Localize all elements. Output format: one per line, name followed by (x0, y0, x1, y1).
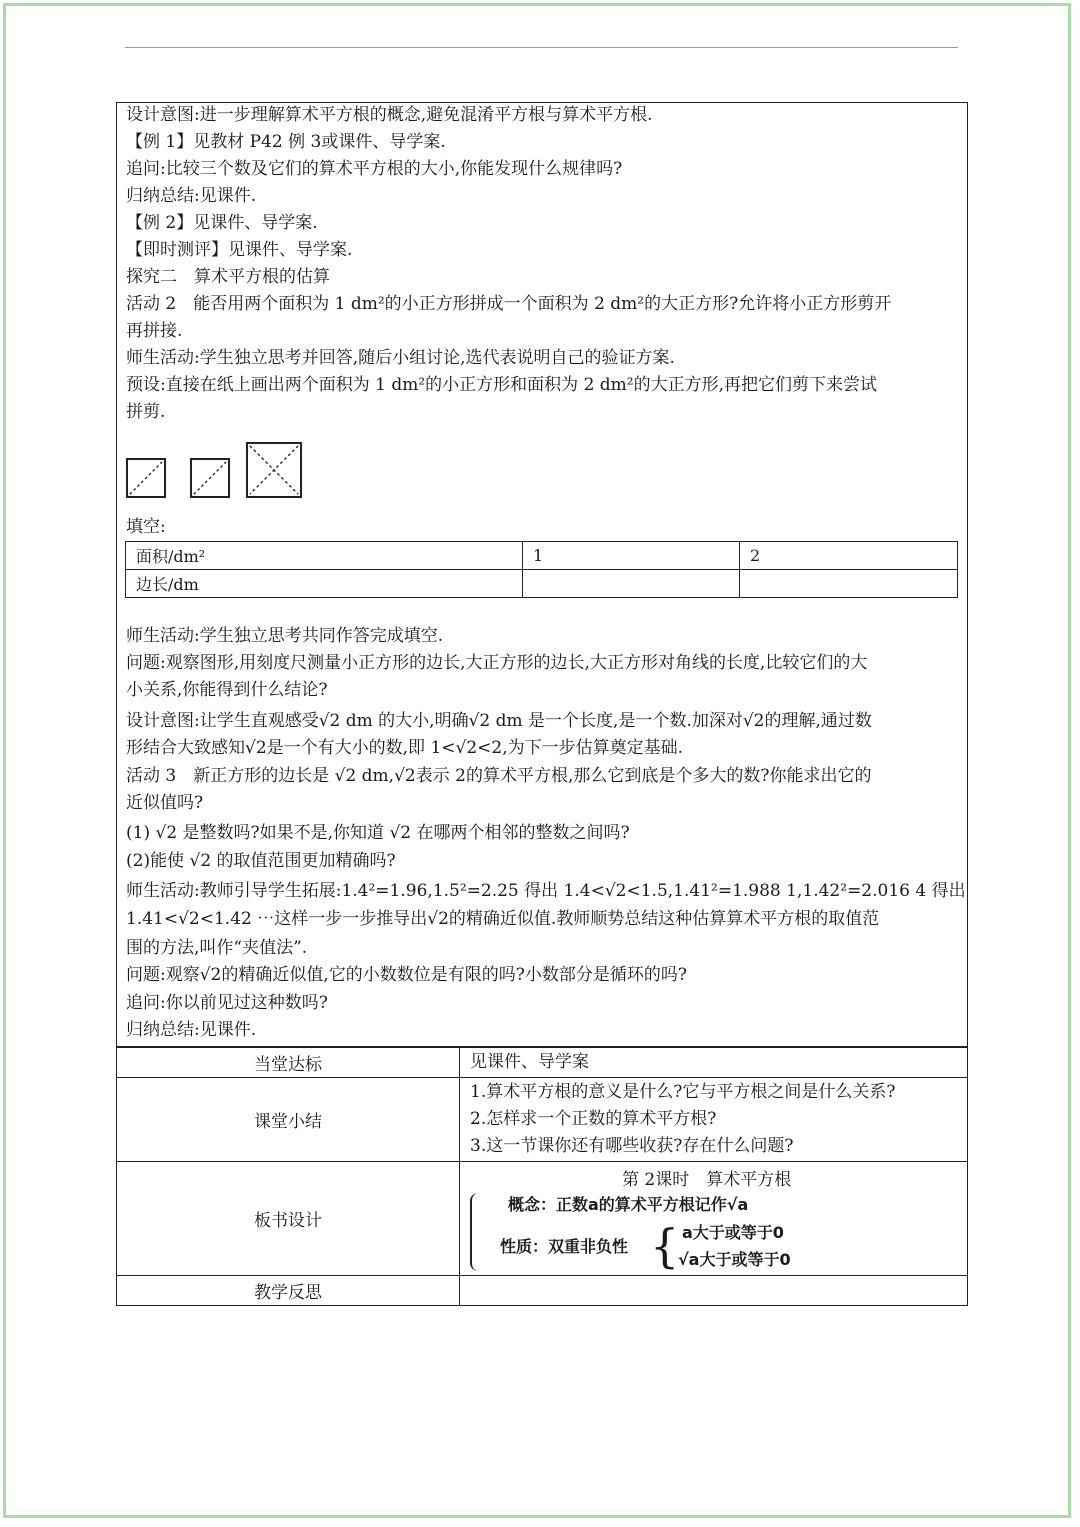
row-label: 当堂达标 (117, 1048, 460, 1078)
text-line: 【例 2】见课件、导学案. (126, 213, 318, 233)
text-line: 近似值吗? (126, 793, 204, 813)
fill-in-label: 填空: (126, 517, 166, 537)
large-square-figure (246, 442, 302, 498)
text-line: 活动 3 新正方形的边长是 √2 dm,√2表示 2的算术平方根,那么它到底是个多大的数?你能求出它的 (126, 766, 872, 786)
header-rule (125, 47, 958, 48)
text-line: 设计意图:让学生直观感受√2 dm 的大小,明确√2 dm 是一个长度,是一个数.加深对√2的理解,通过数 (126, 711, 872, 731)
row-content: 见课件、导学案 (460, 1048, 968, 1078)
board-design (460, 1162, 968, 1276)
side-cell (523, 570, 740, 598)
text-line: 师生活动:学生独立思考并回答,随后小组讨论,选代表说明自己的验证方案. (126, 348, 675, 368)
text-line: 1.41<√2<1.42 ⋯这样一步一步推导出√2的精确近似值.教师顺势总结这种估算算术平方根的取值范 (126, 909, 880, 929)
row-label: 板书设计 (117, 1162, 460, 1276)
text-line: 形结合大致感知√2是一个有大小的数,即 1<√2<2,为下一步估算奠定基础. (126, 738, 684, 758)
brace: { (650, 1218, 680, 1273)
board-property-item: a大于或等于0 (682, 1222, 784, 1242)
text-line: (2)能使 √2 的取值范围更加精确吗? (126, 851, 396, 871)
area-cell: 1 (523, 542, 740, 570)
reflection-cell (460, 1276, 968, 1306)
summary-questions (460, 1078, 968, 1162)
text-line: 追问:比较三个数及它们的算术平方根的大小,你能发现什么规律吗? (126, 159, 623, 179)
text-line: 预设:直接在纸上画出两个面积为 1 dm²的小正方形和面积为 2 dm²的大正方形,再把它们剪下来尝试 (126, 375, 878, 395)
text-line: 【例 1】见教材 P42 例 3或课件、导学案. (126, 132, 446, 152)
text-line: 设计意图:进一步理解算术平方根的概念,避免混淆平方根与算术平方根. (126, 105, 653, 125)
text-line: 【即时测评】见课件、导学案. (126, 240, 353, 260)
text-line: 归纳总结:见课件. (126, 186, 257, 206)
question-line: 2.怎样求一个正数的算术平方根? (470, 1109, 717, 1129)
question-line: 1.算术平方根的意义是什么?它与平方根之间是什么关系? (470, 1082, 896, 1102)
text-line: 小关系,你能得到什么结论? (126, 680, 328, 700)
row-label: 课堂小结 (117, 1078, 460, 1162)
side-header: 边长/dm (126, 570, 523, 598)
fill-table (125, 541, 958, 598)
board-property: 性质：双重非负性 (500, 1236, 629, 1256)
text-line: 活动 2 能否用两个面积为 1 dm²的小正方形拼成一个面积为 2 dm²的大正方形?允许将小正方形剪开 (126, 294, 892, 314)
text-line: 拼剪. (126, 402, 166, 422)
area-header: 面积/dm² (126, 542, 523, 570)
text-line: 问题:观察图形,用刻度尺测量小正方形的边长,大正方形的边长,大正方形对角线的长度,比较它们的大 (126, 653, 868, 673)
question-line: 3.这一节课你还有哪些收获?存在什么问题? (470, 1136, 794, 1156)
area-cell: 2 (740, 542, 958, 570)
text-line: (1) √2 是整数吗?如果不是,你知道 √2 在哪两个相邻的整数之间吗? (126, 823, 630, 843)
text-line: 追问:你以前见过这种数吗? (126, 993, 328, 1013)
text-line: 师生活动:教师引导学生拓展:1.4²=1.96,1.5²=2.25 得出 1.4<√2<1.5,1.41²=1.988 1,1.42²=2.016 4 得出 (126, 881, 966, 901)
board-property-item: √a大于或等于0 (678, 1249, 791, 1269)
side-cell (740, 570, 958, 598)
small-square-figure (190, 458, 230, 498)
text-line: 围的方法,叫作“夹值法”. (126, 938, 308, 958)
text-line: 师生活动:学生独立思考共同作答完成填空. (126, 626, 444, 646)
text-line: 问题:观察√2的精确近似值,它的小数数位是有限的吗?小数部分是循环的吗? (126, 965, 688, 985)
left-bracket (470, 1193, 482, 1271)
section-heading: 探究二 算术平方根的估算 (126, 267, 330, 287)
text-line: 再拼接. (126, 321, 183, 341)
small-square-figure (126, 458, 166, 498)
text-line: 归纳总结:见课件. (126, 1020, 257, 1040)
board-title: 第 2课时 算术平方根 (622, 1169, 792, 1190)
row-label: 教学反思 (117, 1276, 460, 1306)
summary-table (116, 1047, 968, 1306)
board-concept: 概念：正数a的算术平方根记作√a (508, 1194, 749, 1214)
